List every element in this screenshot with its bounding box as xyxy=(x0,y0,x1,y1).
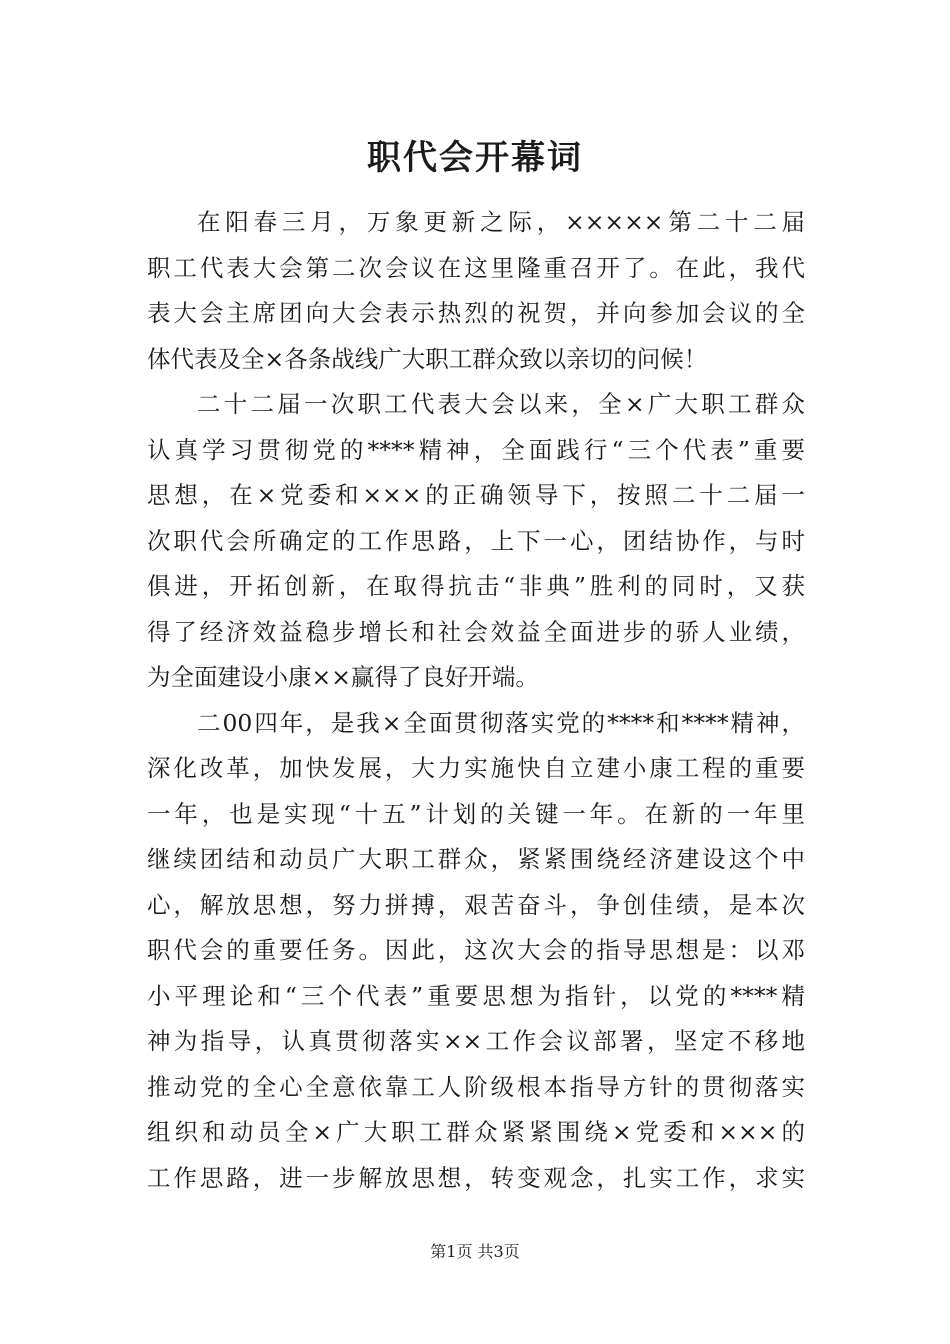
paragraph-3-line-7: 小平理论和“三个代表”重要思想为指针，以党的****精 xyxy=(147,981,805,1010)
paragraph-3-line-3: 一年，也是实现“十五”计划的关键一年。在新的一年里 xyxy=(147,799,805,828)
paragraph-3-line-11: 工作思路，进一步解放思想，转变观念，扎实工作，求实 xyxy=(147,1163,805,1192)
paragraph-2-line-3: 思想，在×党委和×××的正确领导下，按照二十二届一 xyxy=(147,481,805,509)
paragraph-2-line-5: 俱进，开拓创新，在取得抗击“非典”胜利的同时，又获 xyxy=(147,572,805,600)
page-number-footer: 第1页 共3页 xyxy=(430,1242,520,1261)
paragraph-2-line-2: 认真学习贯彻党的****精神，全面践行“三个代表”重要 xyxy=(147,435,805,464)
paragraph-1-line-4: 体代表及全×各条战线广大职工群众致以亲切的问候！ xyxy=(147,344,708,373)
paragraph-3-line-8: 神为指导，认真贯彻落实××工作会议部署，坚定不移地 xyxy=(147,1027,805,1055)
paragraph-2-line-6: 得了经济效益稳步增长和社会效益全面进步的骄人业绩， xyxy=(147,617,805,646)
paragraph-2-line-1: 二十二届一次职工代表大会以来，全×广大职工群众 xyxy=(197,390,805,418)
paragraph-3-line-5: 心，解放思想，努力拼搏，艰苦奋斗，争创佳绩，是本次 xyxy=(147,890,805,919)
paragraph-3-line-10: 组织和动员全×广大职工群众紧紧围绕×党委和×××的 xyxy=(147,1118,805,1146)
paragraph-1-line-3: 表大会主席团向大会表示热烈的祝贺，并向参加会议的全 xyxy=(147,299,805,327)
document-body xyxy=(147,200,805,1201)
paragraph-1-line-1: 在阳春三月，万象更新之际，×××××第二十二届 xyxy=(197,208,805,236)
paragraph-2-line-4: 次职代会所确定的工作思路，上下一心，团结协作，与时 xyxy=(147,526,805,555)
paragraph-3-line-1: 二00四年，是我×全面贯彻落实党的****和****精神， xyxy=(197,708,805,737)
document-title: 职代会开幕词 xyxy=(367,138,583,178)
paragraph-3-line-4: 继续团结和动员广大职工群众，紧紧围绕经济建设这个中 xyxy=(147,845,805,873)
paragraph-1-line-2: 职工代表大会第二次会议在这里隆重召开了。在此，我代 xyxy=(147,253,805,282)
paragraph-3-line-2: 深化改革，加快发展，大力实施快自立建小康工程的重要 xyxy=(147,754,805,782)
paragraph-3-line-9: 推动党的全心全意依靠工人阶级根本指导方针的贯彻落实 xyxy=(147,1072,805,1101)
paragraph-2-line-7: 为全面建设小康××赢得了良好开端。 xyxy=(147,663,539,691)
paragraph-3-line-6: 职代会的重要任务。因此，这次大会的指导思想是：以邓 xyxy=(147,936,805,964)
